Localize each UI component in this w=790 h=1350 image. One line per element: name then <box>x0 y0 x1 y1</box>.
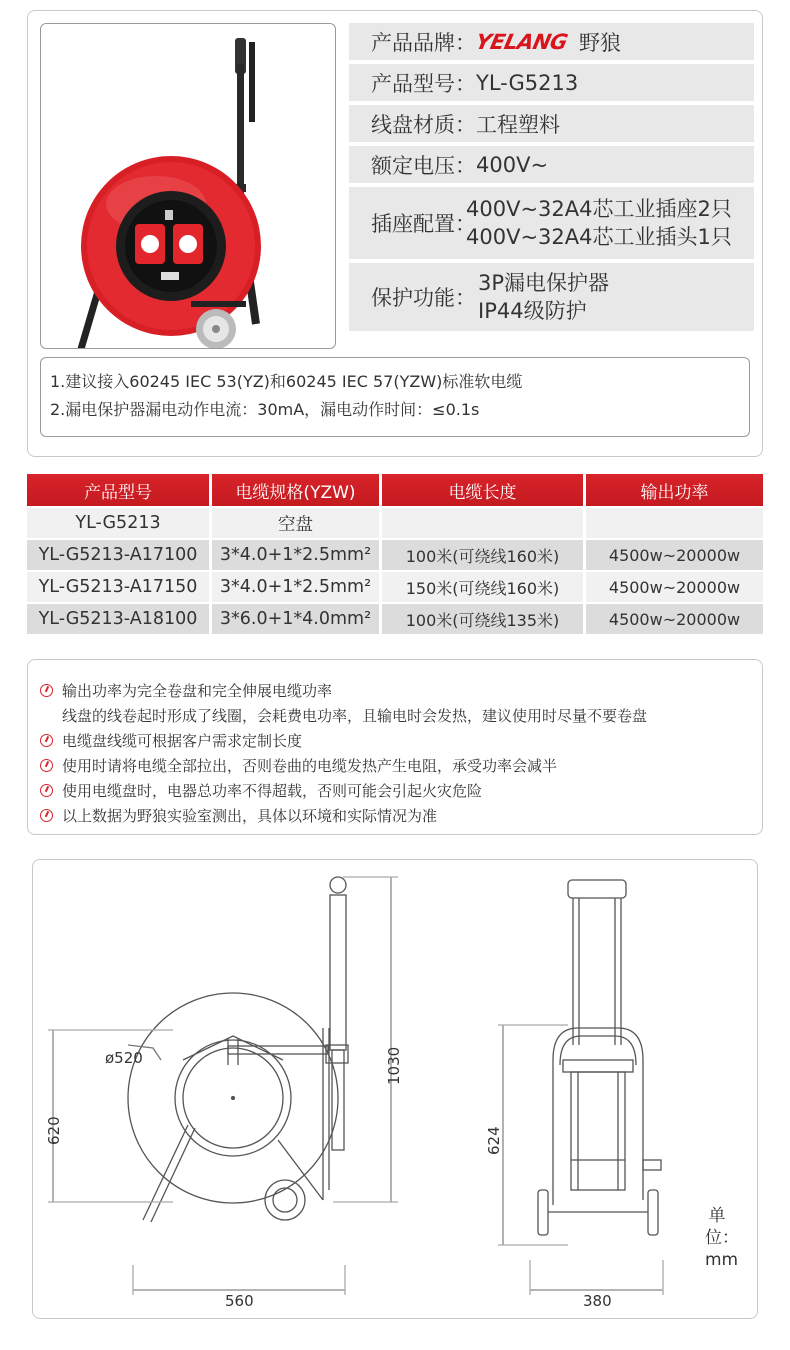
warning-icon <box>40 784 53 797</box>
table-cell: 4500w~20000w <box>586 538 763 570</box>
product-photo <box>40 23 336 349</box>
voltage-value: 400V~ <box>476 152 549 177</box>
warning-text: 线盘的线卷起时形成了线圈，会耗费电功率，且输电时会发热，建议使用时尽量不要卷盘 <box>62 707 648 725</box>
note-line-1: 1.建议接入60245 IEC 53(YZ)和60245 IEC 57(YZW)标准软电缆 <box>50 372 523 391</box>
table-header-row <box>27 474 763 506</box>
dimension-side-width: 560 <box>225 1292 254 1310</box>
table-cell: 3*6.0+1*4.0mm² <box>212 602 382 634</box>
table-row <box>27 538 763 570</box>
table-header-power: 输出功率 <box>586 474 763 506</box>
table-cell: 100米(可绕线135米) <box>382 602 586 634</box>
material-label: 线盘材质： <box>371 112 476 137</box>
table-cell: YL-G5213-A17100 <box>27 538 212 570</box>
protect-value-2: IP44级防护 <box>478 299 587 323</box>
brand-logo: YELANG <box>473 29 570 54</box>
spec-row-socket <box>349 187 754 259</box>
note-line-2: 2.漏电保护器漏电动作电流：30mA，漏电动作时间：≤0.1s <box>50 400 480 419</box>
unit-label: 单位：mm <box>705 1206 739 1270</box>
warning-icon <box>40 759 53 772</box>
warning-text: 输出功率为完全卷盘和完全伸展电缆功率 <box>62 682 333 700</box>
spec-list <box>349 23 754 335</box>
dimension-front-height: 624 <box>485 1126 503 1155</box>
table-cell <box>586 506 763 538</box>
table-cell: 4500w~20000w <box>586 570 763 602</box>
material-value: 工程塑料 <box>476 112 560 137</box>
dimension-total-height: 1030 <box>385 1046 403 1085</box>
warning-text: 以上数据为野狼实验室测出，具体以环境和实际情况为准 <box>62 807 438 825</box>
table-cell: 100米(可绕线160米) <box>382 538 586 570</box>
table-cell: 3*4.0+1*2.5mm² <box>212 570 382 602</box>
warning-icon <box>40 734 53 747</box>
warning-text: 电缆盘线缆可根据客户需求定制长度 <box>62 732 303 750</box>
dimension-diagram <box>32 859 758 1319</box>
warning-text: 使用时请将电缆全部拉出，否则卷曲的电缆发热产生电阻，承受功率会减半 <box>62 757 558 775</box>
protect-values <box>478 269 609 325</box>
table-cell: 空盘 <box>212 506 382 538</box>
model-value: YL-G5213 <box>476 70 579 95</box>
warning-item <box>40 778 762 803</box>
voltage-label: 额定电压： <box>371 153 476 178</box>
dimension-front-width: 380 <box>583 1292 612 1310</box>
socket-value-1: 400V~32A4芯工业插座2只 <box>466 197 732 221</box>
brand-label: 产品品牌： <box>371 30 476 55</box>
dimension-drawing <box>33 860 758 1319</box>
spec-row-model <box>349 64 754 101</box>
warning-item <box>40 753 762 778</box>
spec-row-brand <box>349 23 754 60</box>
table-row <box>27 506 763 538</box>
socket-label: 插座配置： <box>371 212 476 236</box>
model-table <box>27 474 763 634</box>
cable-reel-photo <box>41 24 336 349</box>
protect-label: 保护功能： <box>371 286 476 310</box>
warning-item <box>40 703 762 728</box>
table-cell: 3*4.0+1*2.5mm² <box>212 538 382 570</box>
table-cell: YL-G5213 <box>27 506 212 538</box>
spec-row-protect <box>349 263 754 331</box>
warning-text: 使用电缆盘时，电器总功率不得超载，否则可能会引起火灾危险 <box>62 782 483 800</box>
warning-item <box>40 728 762 753</box>
table-row <box>27 570 763 602</box>
spec-row-material <box>349 105 754 142</box>
warning-item <box>40 803 762 828</box>
table-header-cable: 电缆规格(YZW) <box>212 474 382 506</box>
table-row <box>27 602 763 634</box>
socket-values <box>466 195 732 251</box>
model-label: 产品型号： <box>371 71 476 96</box>
protect-value-1: 3P漏电保护器 <box>478 271 610 295</box>
table-header-length: 电缆长度 <box>382 474 586 506</box>
warning-item <box>40 678 762 703</box>
warning-icon <box>40 809 53 822</box>
warning-icon <box>40 684 53 697</box>
spec-row-voltage <box>349 146 754 183</box>
notes-box <box>40 357 750 437</box>
brand-value: 野狼 <box>579 30 621 55</box>
warnings-box <box>27 659 763 835</box>
table-cell: YL-G5213-A18100 <box>27 602 212 634</box>
table-cell: 150米(可绕线160米) <box>382 570 586 602</box>
spec-card <box>27 10 763 457</box>
table-header-model: 产品型号 <box>27 474 212 506</box>
table-cell: 4500w~20000w <box>586 602 763 634</box>
table-cell <box>382 506 586 538</box>
dimension-reel-height: 620 <box>45 1116 63 1145</box>
table-cell: YL-G5213-A17150 <box>27 570 212 602</box>
socket-value-2: 400V~32A4芯工业插头1只 <box>466 225 732 249</box>
dimension-diameter: ø520 <box>105 1049 143 1067</box>
